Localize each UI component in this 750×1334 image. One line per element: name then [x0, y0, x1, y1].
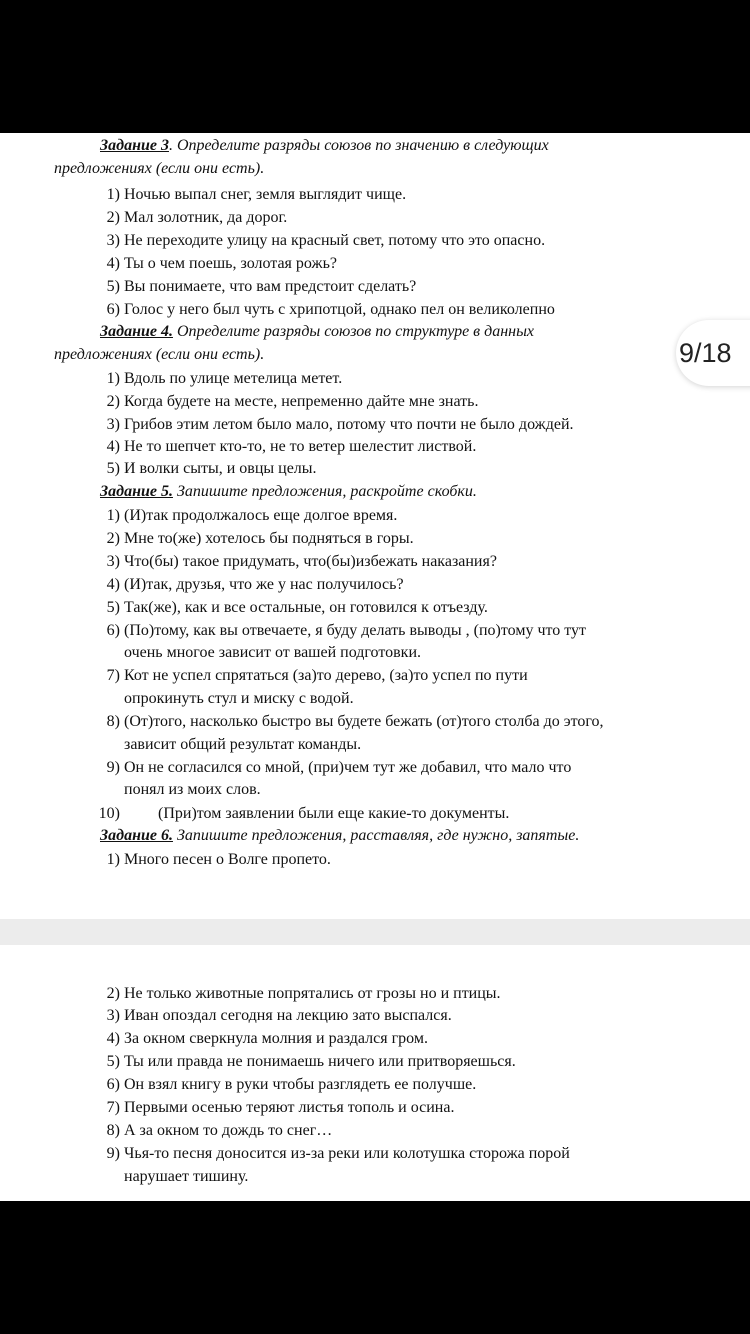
task5-item-8: 8) (От)того, насколько быстро вы будете бежать (от)того столба до этого,	[106, 713, 604, 730]
task5-heading	[100, 483, 477, 501]
task4-label: Задание 4.	[100, 323, 173, 340]
task3-item-4: 4) Ты о чем поешь, золотая рожь?	[106, 255, 337, 272]
task3-item-3: 3) Не переходите улицу на красный свет, потому что это опасно.	[106, 232, 546, 249]
task6-item-2: 2) Не только животные попрятались от грозы но и птицы.	[106, 985, 501, 1002]
task3-item-5: 5) Вы понимаете, что вам предстоит сделать?	[106, 278, 417, 295]
document-page-1	[0, 133, 750, 919]
task5-item-7: 7) Кот не успел спрятаться (за)то дерево, (за)то успел по пути	[106, 667, 528, 684]
task5-item-7-cont: опрокинуть стул и миску с водой.	[124, 690, 354, 707]
task6-item-3: 3) Иван опоздал сегодня на лекцию зато выспался.	[106, 1007, 452, 1024]
task3-heading	[100, 137, 549, 155]
task4-heading	[100, 323, 534, 341]
task6-label: Задание 6.	[100, 827, 173, 844]
task6-item-9: 9) Чья-то песня доносится из-за реки или колотушка сторожа порой	[106, 1145, 570, 1162]
task6-item-8: 8) А за окном то дождь то снег…	[106, 1122, 333, 1139]
task5-item-3: 3) Что(бы) такое придумать, что(бы)избежать наказания?	[106, 553, 497, 570]
task3-title: . Определите разряды союзов по значению в следующих	[168, 137, 549, 154]
task5-item-5: 5) Так(же), как и все остальные, он готовился к отъезду.	[106, 599, 488, 616]
page-separator	[0, 919, 750, 945]
task4-item-5: 5) И волки сыты, и овцы целы.	[106, 460, 317, 477]
task4-title-line2: предложениях (если они есть).	[54, 346, 265, 363]
task3-item-1: 1) Ночью выпал снег, земля выглядит чище.	[106, 186, 407, 203]
task6-item-5: 5) Ты или правда не понимаешь ничего или притворяешься.	[106, 1053, 516, 1070]
task5-item-8-cont: зависит общий результат команды.	[124, 736, 362, 753]
task6-item-1: 1) Много песен о Волге пропето.	[106, 851, 331, 868]
task4-item-1: 1) Вдоль по улице метелица метет.	[106, 370, 343, 387]
task4-item-3: 3) Грибов этим летом было мало, потому что почти не было дождей.	[106, 416, 574, 433]
task5-item-10: 10) (При)том заявлении были еще какие-то документы.	[98, 805, 510, 822]
task5-label: Задание 5.	[100, 483, 173, 500]
task3-label: Задание 3	[100, 137, 169, 154]
task3-title-line2: предложениях (если они есть).	[54, 160, 265, 177]
task3-item-6: 6) Голос у него был чуть с хрипотцой, однако пел он великолепно	[106, 301, 555, 318]
task4-item-4: 4) Не то шепчет кто-то, не то ветер шелестит листвой.	[106, 438, 477, 455]
task6-heading	[100, 827, 579, 845]
task5-item-9: 9) Он не согласился со мной, (при)чем тут же добавил, что мало что	[106, 759, 572, 776]
task4-title: Определите разряды союзов по структуре в данных	[172, 323, 535, 340]
task5-item-4: 4) (И)так, друзья, что же у нас получилось?	[106, 576, 404, 593]
task6-title: Запишите предложения, расставляя, где нужно, запятые.	[172, 827, 580, 844]
task6-item-7: 7) Первыми осенью теряют листья тополь и осина.	[106, 1099, 455, 1116]
task6-item-4: 4) За окном сверкнула молния и раздался гром.	[106, 1030, 428, 1047]
task6-item-6: 6) Он взял книгу в руки чтобы разглядеть ее получше.	[106, 1076, 477, 1093]
page-counter-badge: 9/18	[676, 320, 750, 386]
task5-title: Запишите предложения, раскройте скобки.	[172, 483, 477, 500]
task5-item-6: 6) (По)тому, как вы отвечаете, я буду делать выводы , (по)тому что тут	[106, 622, 587, 639]
document-page-2	[0, 945, 750, 1201]
task5-item-9-cont: понял из моих слов.	[124, 781, 261, 798]
task3-item-2: 2) Мал золотник, да дорог.	[106, 209, 288, 226]
task5-item-6-cont: очень многое зависит от вашей подготовки.	[124, 644, 422, 661]
task6-item-9-cont: нарушает тишину.	[124, 1168, 249, 1185]
task4-item-2: 2) Когда будете на месте, непременно дайте мне знать.	[106, 393, 479, 410]
task5-item-1: 1) (И)так продолжалось еще долгое время.	[106, 507, 398, 524]
task5-item-2: 2) Мне то(же) хотелось бы подняться в горы.	[106, 530, 414, 547]
